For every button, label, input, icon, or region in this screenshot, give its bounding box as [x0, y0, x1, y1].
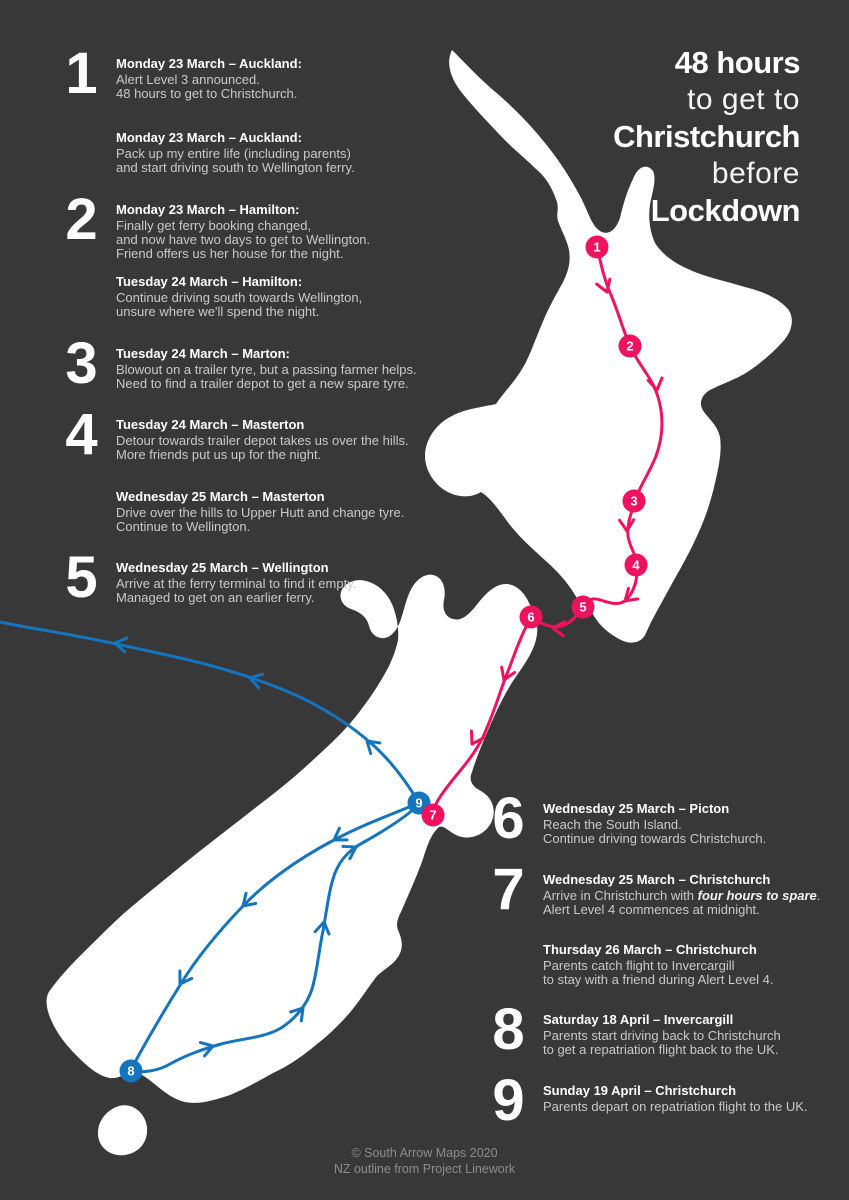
svg-text:8: 8 — [127, 1063, 135, 1079]
event-line: Finally get ferry booking changed, — [116, 218, 312, 233]
event-line: Need to find a trailer depot to get a new spare tyre. — [116, 376, 409, 391]
event-number: 9 — [492, 1068, 524, 1133]
waypoint-marker-6 — [520, 606, 543, 629]
event-christchurch-parents-flight — [543, 943, 843, 987]
event-line: Continue to Wellington. — [116, 519, 251, 534]
event-line: Alert Level 4 commences at midnight. — [543, 902, 760, 917]
title-line-2: to get to — [687, 83, 800, 116]
event-line: to stay with a friend during Alert Level 4. — [543, 972, 774, 987]
event-line: unsure where we'll spend the night. — [116, 304, 320, 319]
waypoint-marker-4 — [625, 554, 648, 577]
event-heading: Sunday 19 April – Christchurch — [543, 1083, 737, 1098]
event-number: 2 — [65, 187, 97, 252]
credits — [0, 1145, 849, 1177]
waypoint-marker-5 — [572, 596, 595, 619]
event-heading: Wednesday 25 March – Masterton — [116, 489, 325, 504]
event-number: 3 — [65, 331, 97, 396]
event-5-wellington — [65, 545, 481, 610]
event-heading: Monday 23 March – Auckland: — [116, 130, 302, 145]
event-number: 4 — [65, 402, 97, 467]
south-island-shape — [47, 575, 538, 1103]
event-heading: Monday 23 March – Auckland: — [116, 56, 302, 71]
event-line: Reach the South Island. — [543, 817, 682, 832]
svg-text:6: 6 — [527, 609, 535, 625]
waypoint-marker-3 — [623, 490, 646, 513]
event-line: Alert Level 3 announced. — [116, 72, 260, 87]
waypoint-marker-1 — [586, 236, 609, 259]
svg-text:9: 9 — [415, 795, 423, 811]
event-number: 7 — [492, 857, 524, 922]
event-4-masterton — [65, 402, 481, 467]
event-line: and start driving south to Wellington ferry. — [116, 160, 355, 175]
event-number: 8 — [492, 997, 524, 1062]
event-heading: Wednesday 25 March – Christchurch — [543, 872, 771, 887]
event-line: Pack up my entire life (including parents) — [116, 146, 351, 161]
event-line: Blowout on a trailer tyre, but a passing farmer helps. — [116, 362, 417, 377]
event-line: Continue driving south towards Wellington, — [116, 290, 363, 305]
event-heading: Monday 23 March – Hamilton: — [116, 202, 300, 217]
title-line-3: Christchurch — [613, 119, 800, 154]
event-line: Arrive in Christchurch with four hours to spare. — [543, 888, 821, 903]
credit-line-copyright: © South Arrow Maps 2020 — [351, 1146, 498, 1160]
event-line: Parents depart on repatriation flight to the UK. — [543, 1099, 808, 1114]
title-line-4: before — [711, 157, 800, 190]
emphasis-text: four hours to spare — [697, 888, 817, 903]
event-9-christchurch — [492, 1068, 843, 1133]
event-2-hamilton — [65, 187, 481, 261]
event-heading: Tuesday 24 March – Hamilton: — [116, 274, 303, 289]
event-line: and now have two days to get to Wellington. — [116, 232, 371, 247]
event-line: to get a repatriation flight back to the UK. — [543, 1042, 779, 1057]
event-heading: Thursday 26 March – Christchurch — [543, 942, 757, 957]
poster-title — [613, 44, 800, 229]
event-line: Friend offers us her house for the night. — [116, 246, 344, 261]
event-number: 5 — [65, 545, 97, 610]
event-line: Drive over the hills to Upper Hutt and change tyre. — [116, 505, 405, 520]
event-heading: Wednesday 25 March – Wellington — [116, 560, 329, 575]
event-line: Managed to get on an earlier ferry. — [116, 590, 315, 605]
event-1-auckland — [65, 41, 481, 106]
event-heading: Tuesday 24 March – Marton: — [116, 346, 290, 361]
event-7-christchurch — [492, 857, 843, 922]
svg-text:5: 5 — [579, 599, 587, 615]
event-heading: Tuesday 24 March – Masterton — [116, 417, 305, 432]
credit-line-source: NZ outline from Project Linework — [333, 1162, 516, 1176]
waypoint-marker-8 — [120, 1060, 143, 1083]
svg-text:1: 1 — [593, 239, 601, 255]
svg-text:7: 7 — [429, 807, 437, 823]
title-line-5: Lockdown — [650, 193, 800, 228]
event-line: Continue driving towards Christchurch. — [543, 831, 767, 846]
event-auckland-pack — [116, 131, 481, 175]
event-line: Parents catch flight to Invercargill — [543, 958, 735, 973]
event-line: Arrive at the ferry terminal to find it empty. — [116, 576, 357, 591]
event-heading: Wednesday 25 March – Picton — [543, 801, 730, 816]
event-heading: Saturday 18 April – Invercargill — [543, 1012, 734, 1027]
svg-text:3: 3 — [630, 493, 638, 509]
svg-text:2: 2 — [626, 338, 634, 354]
event-3-marton — [65, 331, 481, 396]
event-line: Detour towards trailer depot takes us over the hills. — [116, 433, 409, 448]
svg-text:4: 4 — [632, 557, 640, 573]
waypoint-marker-2 — [619, 335, 642, 358]
event-number: 6 — [492, 786, 524, 851]
event-hamilton-continue — [116, 275, 481, 319]
event-line: 48 hours to get to Christchurch. — [116, 86, 298, 101]
event-6-picton — [492, 786, 843, 851]
title-line-1: 48 hours — [674, 45, 800, 80]
event-line: More friends put us up for the night. — [116, 447, 322, 462]
event-8-invercargill — [492, 997, 843, 1062]
event-masterton-drive — [116, 490, 481, 534]
event-number: 1 — [65, 41, 97, 106]
event-line: Parents start driving back to Christchurch — [543, 1028, 781, 1043]
waypoint-marker-7 — [422, 804, 445, 827]
